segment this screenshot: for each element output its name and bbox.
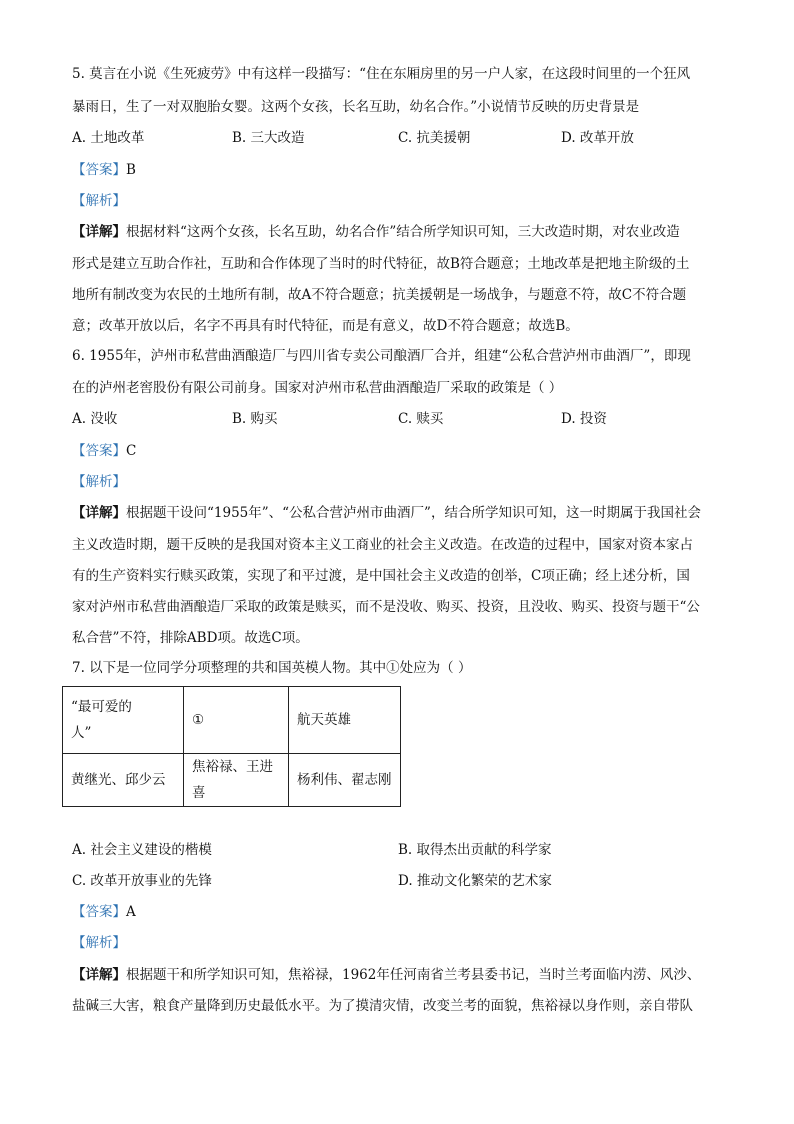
table-cell-text: 人” xyxy=(71,725,92,741)
table-row xyxy=(63,754,401,807)
q7-detail-text1: 根据题干和所学知识可知，焦裕禄，1962年任河南省兰考县委书记，当时兰考面临内涝、风沙、 xyxy=(126,967,701,983)
q6-detail-line2: 主义改造时期，题干反映的是我国对资本主义工商业的社会主义改造。在改造的过程中，国家对资本家占 xyxy=(72,537,693,553)
table-cell-blank: ① xyxy=(184,687,289,754)
q5-stem-line1: 5. 莫言在小说《生死疲劳》中有这样一段描写：“住在东厢房里的另一户人家，在这段时间里的一个狂风 xyxy=(72,66,691,82)
table-cell-astronaut: 航天英雄 xyxy=(289,687,401,754)
q5-answer-tag: 【答案】 xyxy=(72,162,126,178)
q6-detail-line1 xyxy=(72,503,701,523)
q7-stem-line1: 7. 以下是一位同学分项整理的共和国英模人物。其中①处应为（ ） xyxy=(72,660,472,676)
q6-detail-line4: 家对泸州市私营曲酒酿造厂采取的政策是赎买，而不是没收、购买、投资，且没收、购买、投资与题干“公 xyxy=(72,599,700,615)
q6-detail-line5: 私合营”不符，排除ABD项。故选C项。 xyxy=(72,630,309,646)
q6-answer-tag: 【答案】 xyxy=(72,443,126,459)
q7-option-a: A. 社会主义建设的楷模 xyxy=(72,842,212,858)
q6-stem-line1: 6. 1955年，泸州市私营曲酒酿造厂与四川省专卖公司酿酒厂合并，组建“公私合营泸州市曲酒厂”，即现 xyxy=(72,348,691,364)
table-cell: 杨利伟、翟志刚 xyxy=(289,754,401,807)
q7-option-c: C. 改革开放事业的先锋 xyxy=(72,873,212,889)
q6-detail-tag: 【详解】 xyxy=(72,505,126,521)
q7-answer-value: A xyxy=(126,904,136,920)
q6-detail-text1: 根据题干设问“1955年”、“公私合营泸州市曲酒厂”，结合所学知识可知，这一时期属于我国社会 xyxy=(126,505,701,521)
q5-detail-tag: 【详解】 xyxy=(72,224,126,240)
q5-detail-line4: 意；改革开放以后，名字不再具有时代特征，而是有意义，故D不符合题意；故选B。 xyxy=(72,318,579,334)
q6-option-b: B. 购买 xyxy=(232,411,278,427)
q6-analysis-tag: 【解析】 xyxy=(72,474,126,490)
q5-stem-line2: 暴雨日，生了一对双胞胎女婴。这两个女孩，长名互助，幼名合作。”小说情节反映的历史背景是 xyxy=(72,99,640,115)
q5-detail-line2: 形式是建立互助合作社，互助和合作体现了当时的时代特征，故B符合题意；土地改革是把地主阶级的土 xyxy=(72,256,690,272)
table-cell-text: “最可爱的 xyxy=(71,699,132,715)
q5-detail-line3: 地所有制改变为农民的土地所有制，故A不符合题意；抗美援朝是一场战争，与题意不符，故C不符合题 xyxy=(72,287,687,303)
q7-option-b: B. 取得杰出贡献的科学家 xyxy=(398,842,552,858)
table-cell: 焦裕禄、王进喜 xyxy=(184,754,289,807)
q6-answer xyxy=(72,441,136,461)
hero-table xyxy=(62,686,401,807)
q5-option-a: A. 土地改革 xyxy=(72,130,145,146)
q7-analysis-tag: 【解析】 xyxy=(72,935,126,951)
table-cell: 黄继光、邱少云 xyxy=(63,754,184,807)
q5-answer xyxy=(72,160,136,180)
q5-option-d: D. 改革开放 xyxy=(561,130,634,146)
q7-answer-tag: 【答案】 xyxy=(72,904,126,920)
q6-answer-value: C xyxy=(126,443,137,459)
q6-detail-line3: 有的生产资料实行赎买政策，实现了和平过渡，是中国社会主义改造的创举，C项正确；经上述分析，国 xyxy=(72,568,690,584)
q5-analysis-tag: 【解析】 xyxy=(72,193,126,209)
table-cell-most-lovable xyxy=(63,687,184,754)
q5-option-c: C. 抗美援朝 xyxy=(398,130,471,146)
q7-option-d: D. 推动文化繁荣的艺术家 xyxy=(398,873,552,889)
q6-option-d: D. 投资 xyxy=(561,411,607,427)
table-row xyxy=(63,687,401,754)
q6-option-a: A. 没收 xyxy=(72,411,118,427)
q5-detail-text1: 根据材料“这两个女孩，长名互助，幼名合作”结合所学知识可知，三大改造时期，对农业改造 xyxy=(126,224,680,240)
q6-stem-line2: 在的泸州老窖股份有限公司前身。国家对泸州市私营曲酒酿造厂采取的政策是（ ） xyxy=(72,380,563,396)
q7-detail-line1 xyxy=(72,965,700,985)
q5-answer-value: B xyxy=(126,162,136,178)
q7-answer xyxy=(72,902,136,922)
q7-detail-tag: 【详解】 xyxy=(72,967,126,983)
q6-option-c: C. 赎买 xyxy=(398,411,444,427)
q7-detail-line2: 盐碱三大害，粮食产量降到历史最低水平。为了摸清灾情，改变兰考的面貌，焦裕禄以身作则，亲自带队 xyxy=(72,998,693,1014)
q5-option-b: B. 三大改造 xyxy=(232,130,305,146)
q5-detail-line1 xyxy=(72,222,680,242)
